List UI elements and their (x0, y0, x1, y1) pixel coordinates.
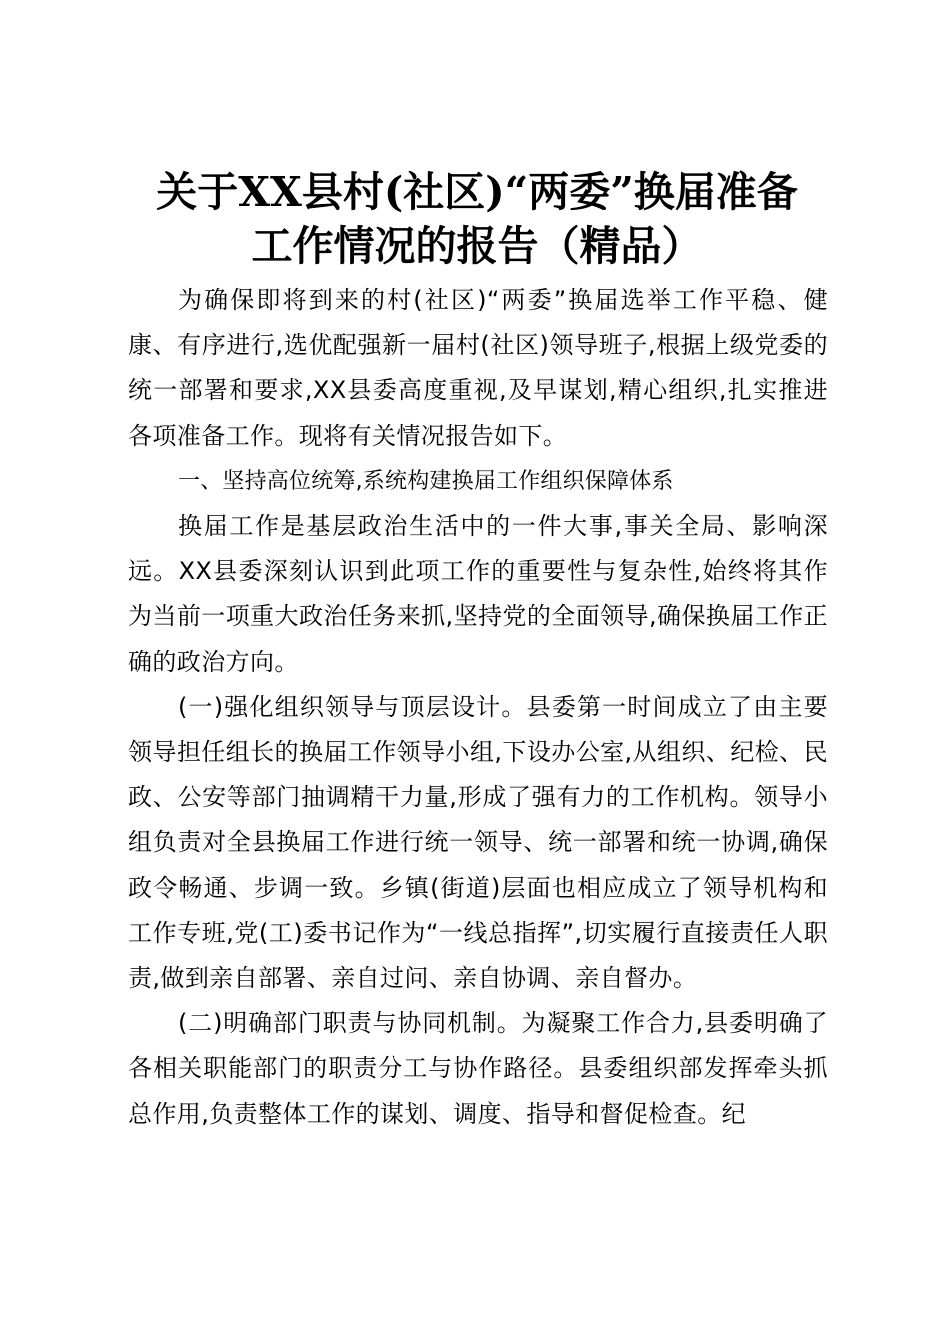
section-1-paragraph: 换届工作是基层政治生活中的一件大事,事关全局、影响深远。XX县委深刻认识到此项工作的重要性与复杂性,始终将其作为当前一项重大政治任务来抓,坚持党的全面领导,确保换届工作正确的政治方向。 (128, 512, 828, 676)
subsection-1-paragraph: (一)强化组织领导与顶层设计。县委第一时间成立了由主要领导担任组长的换届工作领导小组,下设办公室,从组织、纪检、民政、公安等部门抽调精干力量,形成了强有力的工作机构。领导小组负责对全县换届工作进行统一领导、统一部署和统一协调,确保政令畅通、步调一致。乡镇(街道)层面也相应成立了领导机构和工作专班,党(工)委书记作为“一线总指挥”,切实履行直接责任人职责,做到亲自部署、亲自过问、亲自协调、亲自督办。 (128, 692, 828, 993)
subsection-2-paragraph: (二)明确部门职责与协同机制。为凝聚工作合力,县委明确了各相关职能部门的职责分工与协作路径。县委组织部发挥牵头抓总作用,负责整体工作的谋划、调度、指导和督促检查。纪 (128, 1009, 828, 1128)
intro-paragraph: 为确保即将到来的村(社区)“两委”换届选举工作平稳、健康、有序进行,选优配强新一届村(社区)领导班子,根据上级党委的统一部署和要求,XX县委高度重视,及早谋划,精心组织,扎实推进各项准备工作。现将有关情况报告如下。 (128, 286, 828, 450)
section-heading-1: 一、坚持高位统筹,系统构建换届工作组织保障体系 (178, 468, 674, 494)
document-title (120, 165, 834, 273)
document-body (128, 278, 828, 1137)
title-line-1: 关于XX县村(社区)“两委”换届准备 (156, 168, 798, 216)
title-line-2: 工作情况的报告（精品） (251, 222, 703, 270)
